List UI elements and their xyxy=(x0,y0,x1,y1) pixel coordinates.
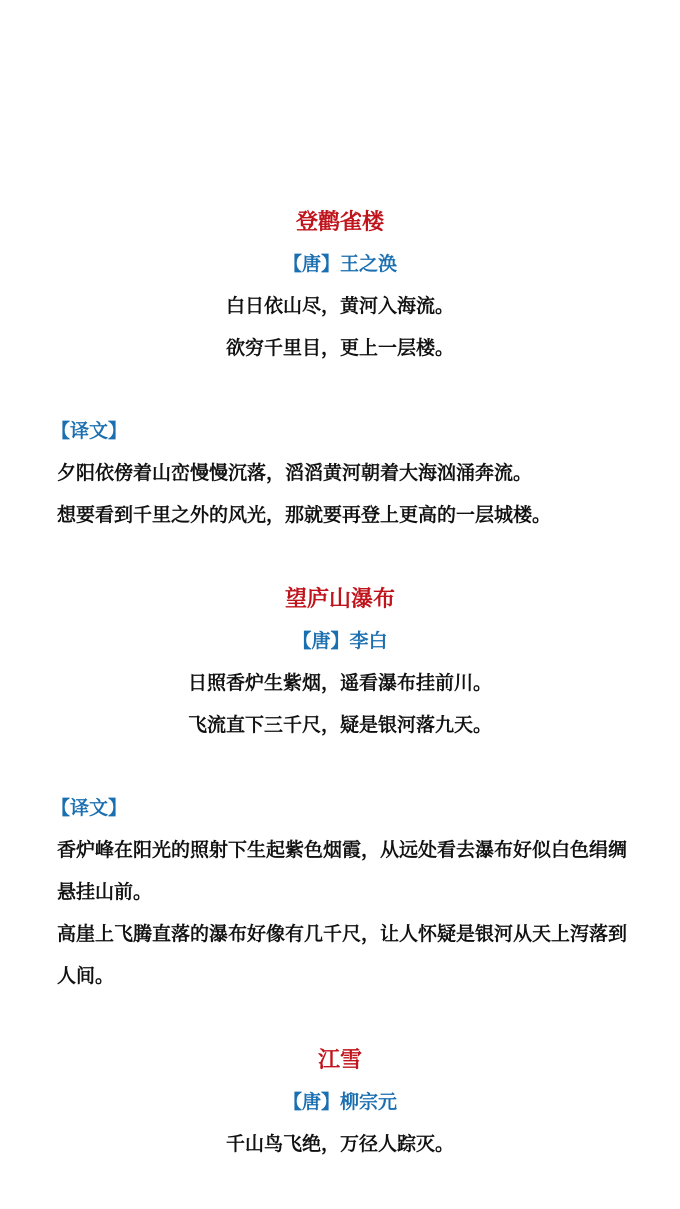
translation-body xyxy=(57,452,637,536)
poem-line: 欲穷千里目，更上一层楼。 xyxy=(225,337,454,359)
poem-author: 【唐】柳宗元 xyxy=(282,1091,397,1113)
poem-line: 白日依山尽，黄河入海流。 xyxy=(225,295,454,317)
translation-heading: 【译文】 xyxy=(51,420,128,442)
poem-line: 飞流直下三千尺，疑是银河落九天。 xyxy=(187,714,492,736)
translation-line: 高崖上飞腾直落的瀑布好像有几千尺，让人怀疑是银河从天上泻落到人间。 xyxy=(57,923,628,987)
poem-block-3 xyxy=(0,1045,680,1159)
poem-title: 登鹳雀楼 xyxy=(295,209,384,235)
poem-block-2 xyxy=(0,584,680,740)
translation-line: 夕阳依傍着山峦慢慢沉落，滔滔黄河朝着大海汹涌奔流。 xyxy=(57,462,533,484)
poem-line: 千山鸟飞绝，万径人踪灭。 xyxy=(225,1133,454,1155)
poem-title: 江雪 xyxy=(317,1047,362,1073)
translation-block-2 xyxy=(51,793,637,997)
poem-title: 望庐山瀑布 xyxy=(284,586,395,612)
poem-author: 【唐】王之涣 xyxy=(282,253,397,275)
translation-body xyxy=(57,829,637,997)
translation-block-1 xyxy=(51,416,637,536)
poem-block-1 xyxy=(0,207,680,363)
translation-heading: 【译文】 xyxy=(51,797,128,819)
translation-line: 香炉峰在阳光的照射下生起紫色烟霞，从远处看去瀑布好似白色绢绸悬挂山前。 xyxy=(57,839,628,903)
poem-author: 【唐】李白 xyxy=(292,630,388,652)
translation-line: 想要看到千里之外的风光，那就要再登上更高的一层城楼。 xyxy=(57,504,552,526)
poem-line: 日照香炉生紫烟，遥看瀑布挂前川。 xyxy=(187,672,492,694)
